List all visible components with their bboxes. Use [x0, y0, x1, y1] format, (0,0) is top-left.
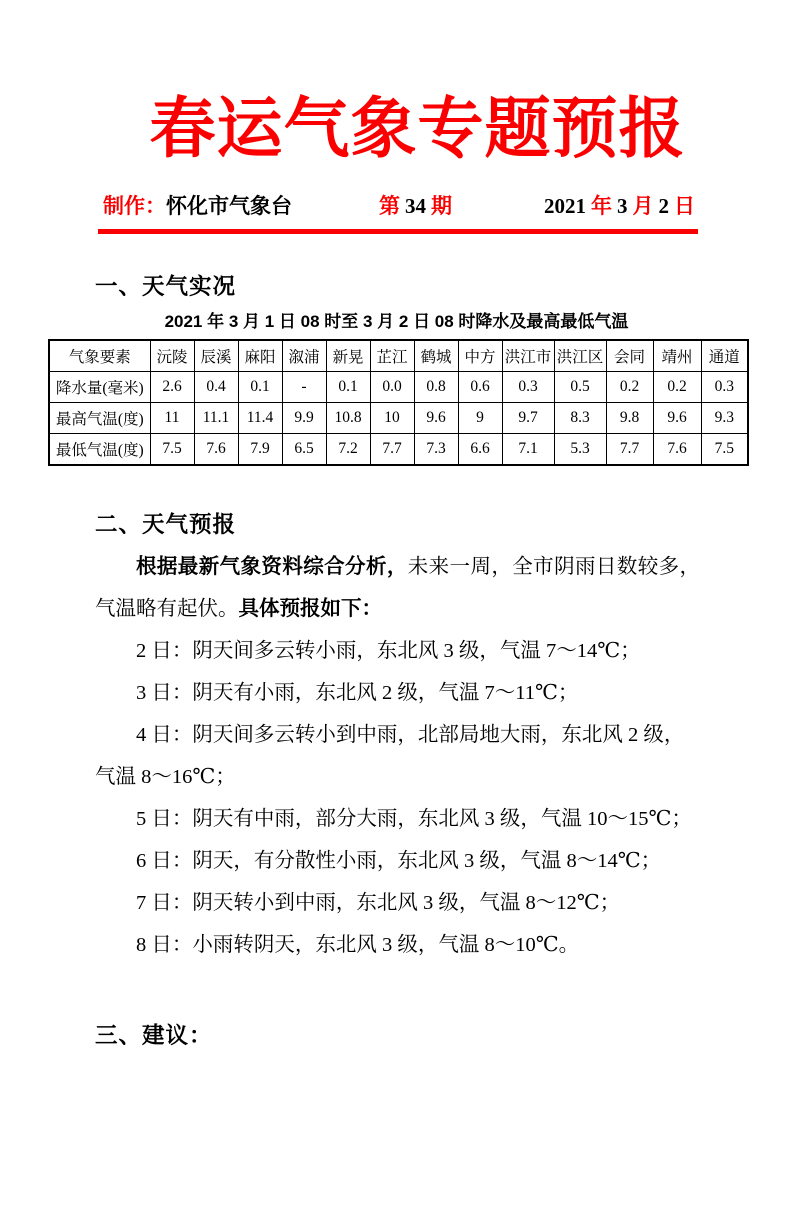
- forecast-day-7: 7 日：阴天转小到中雨，东北风 3 级，气温 8～12℃；: [136, 892, 621, 914]
- issue-prefix: 第: [379, 195, 400, 218]
- forecast-day-3: 3 日：阴天有小雨，东北风 2 级，气温 7～11℃；: [136, 682, 579, 704]
- cell: -: [282, 372, 326, 403]
- column-header: 沅陵: [150, 340, 194, 372]
- cell: 10: [370, 403, 414, 434]
- cell: 0.3: [502, 372, 554, 403]
- intro-bold-tail: 具体预报如下：: [238, 598, 382, 620]
- date-month-unit: 月: [632, 195, 654, 218]
- issue-date: [539, 192, 695, 221]
- producer-label: 制作：: [103, 195, 166, 218]
- column-header: 靖州: [653, 340, 701, 372]
- table-header-row: [49, 340, 748, 372]
- cell: 6.6: [458, 434, 502, 466]
- cell: 11: [150, 403, 194, 434]
- row-label: 最低气温(度): [49, 434, 150, 466]
- cell: 0.2: [653, 372, 701, 403]
- producer: [103, 193, 292, 221]
- table-row-min-temp: [49, 434, 748, 466]
- section-2-heading: 二、天气预报: [95, 512, 237, 537]
- column-header: 溆浦: [282, 340, 326, 372]
- date-year: 2021: [544, 194, 586, 218]
- column-header: 鹤城: [414, 340, 458, 372]
- cell: 7.7: [606, 434, 653, 466]
- cell: 7.6: [194, 434, 238, 466]
- cell: 0.3: [701, 372, 748, 403]
- intro-bold-lead: 根据最新气象资料综合分析，: [136, 556, 408, 578]
- section-1-heading: 一、天气实况: [95, 274, 237, 299]
- cell: 0.1: [326, 372, 370, 403]
- intro-text: 未来一周，全市阴雨日数较多，气温略有起伏。: [95, 556, 700, 620]
- header-divider: [98, 229, 698, 234]
- issue-suffix: 期: [431, 195, 452, 218]
- column-header: 芷江: [370, 340, 414, 372]
- cell: 0.6: [458, 372, 502, 403]
- column-header: 会同: [606, 340, 653, 372]
- date-year-unit: 年: [591, 195, 612, 218]
- column-header: 新晃: [326, 340, 370, 372]
- document-title: 春运气象专题预报: [149, 93, 686, 166]
- cell: 0.4: [194, 372, 238, 403]
- cell: 0.5: [554, 372, 606, 403]
- table-caption: 2021 年 3 月 1 日 08 时至 3 月 2 日 08 时降水及最高最低气温: [164, 312, 629, 331]
- column-header: 中方: [458, 340, 502, 372]
- weather-table: [48, 339, 749, 466]
- cell: 7.3: [414, 434, 458, 466]
- column-header: 气象要素: [49, 340, 150, 372]
- cell: 7.2: [326, 434, 370, 466]
- column-header: 通道: [701, 340, 748, 372]
- cell: 9.6: [414, 403, 458, 434]
- row-label: 降水量(毫米): [49, 372, 150, 403]
- issue-number: [379, 192, 452, 221]
- forecast-day-5: 5 日：阴天有中雨，部分大雨，东北风 3 级，气温 10～15℃；: [136, 808, 692, 830]
- column-header: 辰溪: [194, 340, 238, 372]
- table-row-max-temp: [49, 403, 748, 434]
- cell: 7.7: [370, 434, 414, 466]
- cell: 9.6: [653, 403, 701, 434]
- cell: 7.9: [238, 434, 282, 466]
- cell: 0.8: [414, 372, 458, 403]
- forecast-day-8: 8 日：小雨转阴天，东北风 3 级，气温 8～10℃。: [136, 934, 580, 956]
- date-day: 2: [658, 194, 669, 218]
- cell: 9.3: [701, 403, 748, 434]
- cell: 7.5: [701, 434, 748, 466]
- forecast-day-6: 6 日：阴天，有分散性小雨，东北风 3 级，气温 8～14℃；: [136, 850, 662, 872]
- cell: 6.5: [282, 434, 326, 466]
- column-header: 洪江市: [502, 340, 554, 372]
- issue-value: 34: [405, 194, 426, 218]
- date-day-unit: 日: [674, 195, 695, 218]
- cell: 11.1: [194, 403, 238, 434]
- cell: 5.3: [554, 434, 606, 466]
- cell: 0.0: [370, 372, 414, 403]
- cell: 8.3: [554, 403, 606, 434]
- masthead-row: [103, 192, 695, 221]
- document-page: [0, 88, 793, 1210]
- cell: 11.4: [238, 403, 282, 434]
- date-month: 3: [617, 194, 628, 218]
- cell: 0.2: [606, 372, 653, 403]
- section-3-heading: 三、建议：: [95, 1023, 213, 1048]
- cell: 2.6: [150, 372, 194, 403]
- forecast-day-4: 4 日：阴天间多云转小到中雨，北部局地大雨，东北风 2 级，气温 8～16℃；: [95, 724, 685, 788]
- column-header: 洪江区: [554, 340, 606, 372]
- cell: 9.9: [282, 403, 326, 434]
- cell: 7.5: [150, 434, 194, 466]
- cell: 10.8: [326, 403, 370, 434]
- forecast-day-2: 2 日：阴天间多云转小雨，东北风 3 级，气温 7～14℃；: [136, 640, 641, 662]
- cell: 9: [458, 403, 502, 434]
- row-label: 最高气温(度): [49, 403, 150, 434]
- table-row-precipitation: [49, 372, 748, 403]
- cell: 9.8: [606, 403, 653, 434]
- cell: 7.1: [502, 434, 554, 466]
- column-header: 麻阳: [238, 340, 282, 372]
- cell: 0.1: [238, 372, 282, 403]
- cell: 7.6: [653, 434, 701, 466]
- producer-name: 怀化市气象台: [166, 195, 292, 218]
- forecast-intro: [95, 546, 700, 630]
- cell: 9.7: [502, 403, 554, 434]
